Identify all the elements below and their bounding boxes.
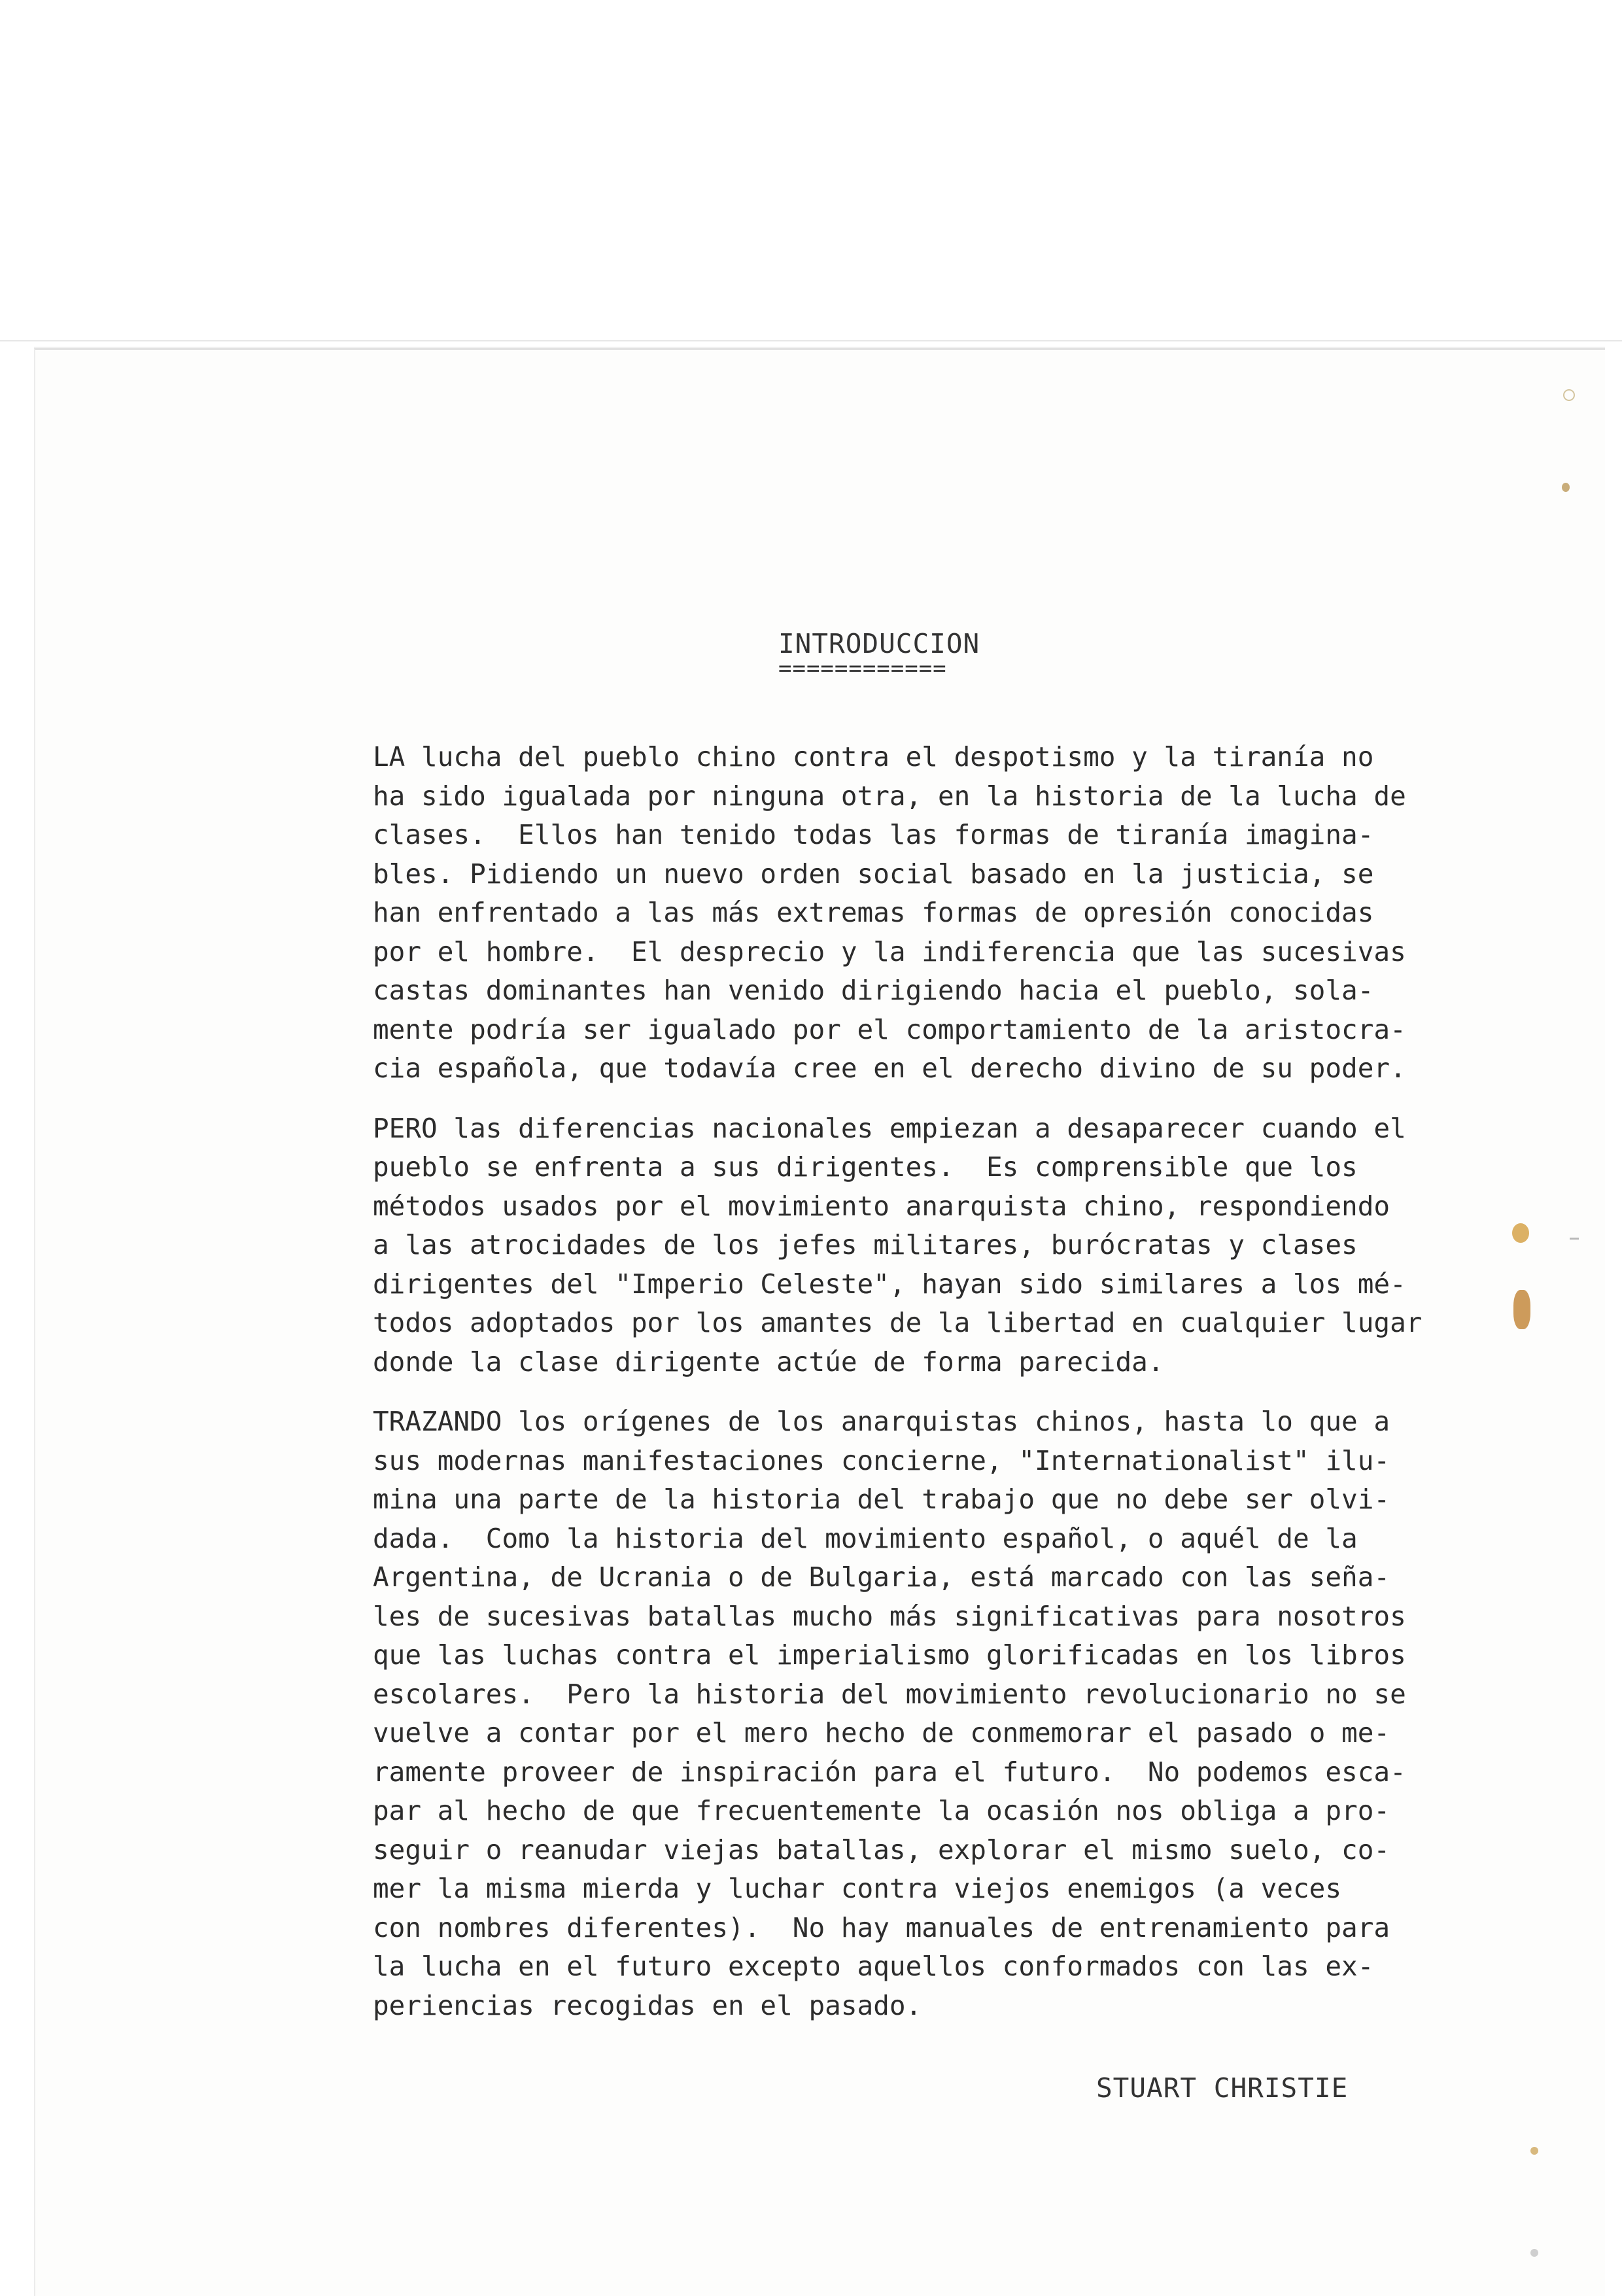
text-line: a las atrocidades de los jefes militares, burócratas y clases (373, 1229, 1358, 1261)
text-line: dirigentes del "Imperio Celeste", hayan sido similares a los mé- (373, 1268, 1406, 1300)
text-line: mer la misma mierda y luchar contra viejos enemigos (a veces (373, 1873, 1342, 1904)
text-line: mina una parte de la historia del trabajo que no debe ser olvi- (373, 1484, 1390, 1515)
paragraph-3 (373, 1402, 1498, 2025)
text-line: par al hecho de que frecuentemente la ocasión nos obliga a pro- (373, 1795, 1390, 1826)
text-line: bles. Pidiendo un nuevo orden social basado en la justicia, se (373, 858, 1374, 890)
text-line: seguir o reanudar viejas batallas, explorar el mismo suelo, co- (373, 1834, 1390, 1866)
scan-edge-line (0, 340, 1622, 341)
text-line: TRAZANDO los orígenes de los anarquistas chinos, hasta lo que a (373, 1406, 1390, 1437)
text-line: cia española, que todavía cree en el derecho divino de su poder. (373, 1052, 1406, 1084)
text-line: la lucha en el futuro excepto aquellos conformados con las ex- (373, 1951, 1374, 1982)
text-line: con nombres diferentes). No hay manuales de entrenamiento para (373, 1911, 1390, 1943)
paragraph-1 (373, 738, 1498, 1088)
text-line: periencias recogidas en el pasado. (373, 1989, 922, 2021)
text-line: Argentina, de Ucrania o de Bulgaria, está marcado con las seña- (373, 1561, 1390, 1593)
text-line: dada. Como la historia del movimiento español, o aquél de la (373, 1522, 1358, 1554)
text-line: vuelve a contar por el mero hecho de conmemorar el pasado o me- (373, 1717, 1390, 1748)
text-line: escolares. Pero la historia del movimiento revolucionario no se (373, 1678, 1406, 1710)
text-line: LA lucha del pueblo chino contra el despotismo y la tiranía no (373, 741, 1374, 773)
scan-speck (1530, 2249, 1538, 2257)
text-line: ha sido igualada por ninguna otra, en la historia de la lucha de (373, 780, 1406, 812)
scan-speck (1562, 483, 1570, 492)
text-line: PERO las diferencias nacionales empiezan a desaparecer cuando el (373, 1112, 1406, 1144)
text-line: métodos usados por el movimiento anarquista chino, respondiendo (373, 1190, 1390, 1222)
text-line: clases. Ellos han tenido todas las formas de tiranía imagina- (373, 819, 1374, 850)
scan-speck (1563, 389, 1575, 401)
title-underline: ============ (778, 655, 947, 682)
scan-mark (1570, 1238, 1579, 1240)
title-block (778, 628, 980, 682)
text-line: por el hombre. El desprecio y la indiferencia que las sucesivas (373, 935, 1406, 967)
text-line: les de sucesivas batallas mucho más significativas para nosotros (373, 1600, 1406, 1632)
text-line: sus modernas manifestaciones concierne, "Internationalist" ilu- (373, 1444, 1390, 1476)
text-line: pueblo se enfrenta a sus dirigentes. Es comprensible que los (373, 1151, 1358, 1183)
text-line: mente podría ser igualado por el comportamiento de la aristocra- (373, 1013, 1406, 1045)
text-line: han enfrentado a las más extremas formas de opresión conocidas (373, 897, 1374, 928)
paragraph-2 (373, 1109, 1498, 1382)
author-signature: STUART CHRISTIE (1096, 2072, 1349, 2104)
page-title: INTRODUCCION (778, 628, 980, 659)
rust-stain (1513, 1290, 1530, 1329)
rust-stain (1512, 1223, 1529, 1243)
text-line: donde la clase dirigente actúe de forma parecida. (373, 1346, 1164, 1378)
text-line: castas dominantes han venido dirigiendo hacia el pueblo, sola- (373, 975, 1374, 1006)
text-line: todos adoptados por los amantes de la libertad en cualquier lugar (373, 1307, 1423, 1338)
scan-speck (1530, 2147, 1538, 2155)
body-text (373, 738, 1498, 2046)
text-line: ramente proveer de inspiración para el futuro. No podemos esca- (373, 1756, 1406, 1788)
text-line: que las luchas contra el imperialismo glorificadas en los libros (373, 1639, 1406, 1671)
